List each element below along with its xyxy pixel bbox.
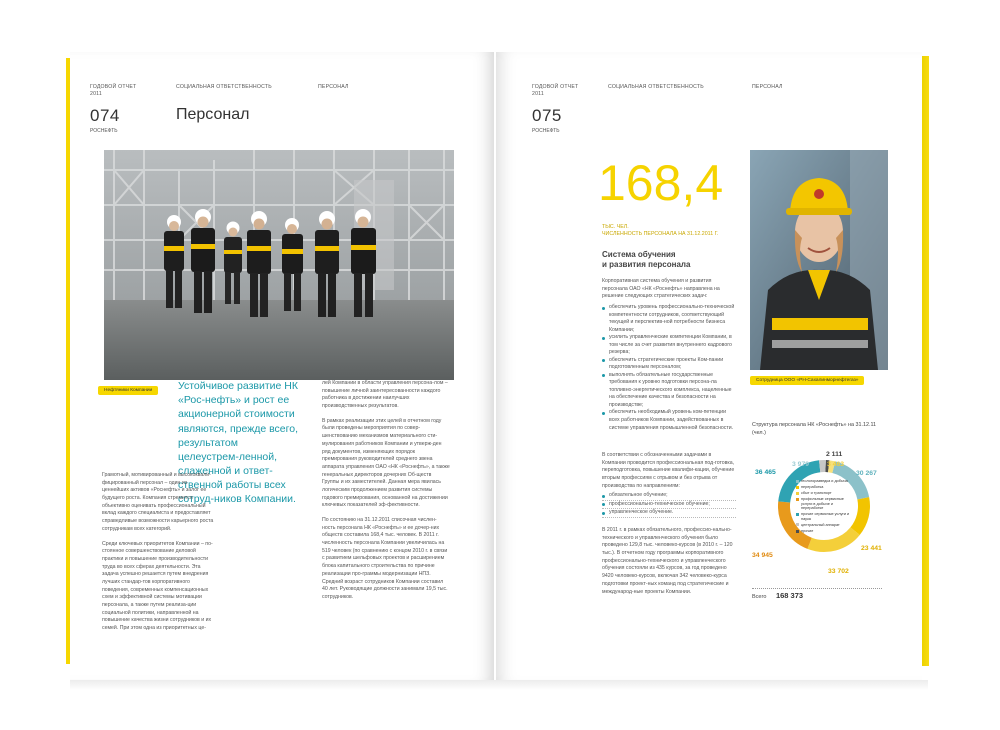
list-item: обязательное обучение; [602,492,736,501]
training-stats-para: В 2011 г. в рамках обязательного, профессио-нально-технического и управленческого обучения было проведено 129,8 тыс. человеко-курсов (в 2010 г. – 120 тыс.). В отчетном году программы корпоративного профессионально-технического и управленческого обучения состояли из 435 курсов, за год проведено 9420 человеко-курсов, включая 342 человеко-курса подготовки проект-ных команд под стратегические и международ-ные проекты Компании. [602,527,733,595]
header-report: ГОДОВОЙ ОТЧЕТ 2011 [90,84,137,97]
total-value: 168 373 [775,591,804,600]
legend-item: геологоразведка и добыча [796,479,850,484]
list-item: выполнять обязательные государственные требования к уровню подготовки персона-ла топливно-энергетического комплекса, нацеленные на обеспечение качества и безопасности на производстве; [602,372,736,410]
header-section: СОЦИАЛЬНАЯ ОТВЕТСТВЕННОСТЬ [176,84,272,90]
section-heading: Система обучения и развития персонала [602,250,691,269]
slice-label: 36 465 [755,469,776,476]
col1-paragraph: Грамотный, мотивированный и высококвали-фицированный персонал – один из ценнейших активов «Роснефть» и залог ее будущего роста. Компания стремится объективно оценивать профессиональный вклад каждого специалиста и предоставляет справедливые возможности карьерного роста сотрудникам всех категорий. [102,472,214,532]
staff-donut-chart [744,444,894,584]
lead-text: Устойчивое развитие НК «Рос-нефть» и рост ее акционерной стоимости являются, прежде всего, результатом целеустрем-ленной, слаженной и ответ-ственной работы всех сотруд-ников Компании. [178,380,299,506]
header-section: СОЦИАЛЬНАЯ ОТВЕТСТВЕННОСТЬ [608,84,704,90]
slice-label: 3 979 [792,461,810,468]
header-topic: ПЕРСОНАЛ [318,84,349,90]
col1-paragraph: Среди ключевых приоритетов Компании – по-стоянное совершенствование деловой практики и повышение производительности труда во всех сферах деятельности. Эта задача успешно решается путем внедрения лучших стандар-тов корпоративного поведения, современных компенсационных схем и эффективной системы мотивации персонала, а также путем реализа-ции социальной политики, направленной на повышение качества жизни сотрудников и их семей. При этом одна из приоритетных це- [102,540,213,632]
slice-label: 23 441 [861,545,882,552]
page-number: 074 [90,106,120,125]
list-item: обеспечить необходимый уровень ком-петенции всех работников Компании, задействованных в системе управления промышленной безопасности. [602,409,736,432]
training-types-list [602,492,736,518]
page-shadow [70,680,928,690]
chart-title: Структура персонала НК «Роснефть» на 31.12.11 (чел.) [752,422,877,436]
list-item: усилить управленческие компетенции Компании, в том числе за счет развития внутреннего кадрового резерва; [602,334,736,357]
employee-illustration [750,150,888,370]
headcount-figure: 168,4 [598,155,724,211]
right-page [496,52,922,682]
legend-item: центральный аппарат [796,523,850,528]
training-para: В соответствии с обозначенными задачами в Компании проводится профессиональная под-готовка, переподготовка, повышение квалифи-кации, обучение вторым профессиям с отрывом и без отрыва от производства по направлениям: [602,452,735,489]
col2-paragraph: По состоянию на 31.12.2011 списочная числен-ность персонала НК «Роснефть» и ее дочер-них обществ составила 168,4 тыс. человек. В 2011 г. численность персонала Компании увеличилась на 519 человек (по сравнению с концом 2010 г. в связи с развитием шельфовых проектов и расширением блока капитального строительства по причине реализации про-граммы модернизации НПЗ. Средний возраст сотрудников Компании составил 40 лет. Руководящие должности занимали 19,5 тыс. сотрудников. [322,517,448,600]
list-item: обеспечить уровень профессионально-технической компетентности сотрудников, соответствующий текущей и перспектив-ной потребности бизнеса Компании; [602,304,736,334]
header-topic: ПЕРСОНАЛ [752,84,783,90]
slice-label: 2 111 [826,451,843,458]
photo-caption: Нефтяники Компании [98,386,158,395]
slice-label: 3 463 [827,461,845,468]
training-goals-list [602,304,736,432]
col2-paragraph: лей Компании в области управления персона-лом – повышение личной заинтересованности каждого работника в достижении наилучших производственных результатов. [322,380,448,410]
cover-edge-right [921,56,929,666]
training-intro: Корпоративная система обучения и развития персонала ОАО «НК «Роснефть» направлена на решение следующих стратегических задач: [602,278,720,300]
legend-item: прочие [796,529,850,534]
header-report: ГОДОВОЙ ОТЧЕТ 2011 [532,84,579,97]
slice-label: 30 267 [856,470,877,477]
legend-item: прочие сервисные услуги и наука [796,512,850,521]
list-item: профессионально-техническое обучение; [602,501,736,510]
employee-photo-caption: Сотрудница ООО «РН-Сахалинморнефтегаз» [750,376,864,385]
donut-slice [855,498,864,531]
employee-photo [750,150,888,370]
left-page [70,52,494,682]
page-title: Персонал [176,106,250,123]
brand-label: РОСНЕФТЬ [532,128,560,134]
workers-photo [104,150,454,380]
headcount-caption: ТЫС. ЧЕЛ. ЧИСЛЕННОСТЬ ПЕРСОНАЛА НА 31.12.2011 Г. [602,224,719,238]
slice-label: 33 702 [828,568,849,575]
page-number: 075 [532,106,562,125]
legend-item: сбыт и транспорт [796,491,850,496]
chart-legend [796,479,850,535]
slice-label: 34 945 [752,552,773,559]
column-2 [322,380,450,609]
legend-item: профильные сервисные услуги в добыче и переработке [796,497,850,511]
column-1 [102,472,214,640]
brand-label: РОСНЕФТЬ [90,128,118,134]
workers-illustration [104,150,454,380]
list-item: обеспечить стратегические проекты Ком-пании подготовленным персоналом; [602,357,736,372]
chart-total [752,588,882,600]
list-item: управленческое обучение. [602,509,736,518]
total-label: Всего [752,594,767,600]
col2-paragraph: В рамках реализации этих целей в отчетном году были проведены мероприятия по совер-шенствованию механизмов материального сти-мулирования работников Компании и утверж-ден ряд документов, изменяющих порядок премирования руководителей среднего звена аппарата управления ОАО «НК «Роснефть», а также генеральных директоров дочерних Об-ществ Группы и их заместителей. Данная мера явилась логическим продолжением развития системы годового премирования, основанной на достижении ключевых показателей эф-фективности. [322,417,450,509]
legend-item: переработка [796,485,850,490]
